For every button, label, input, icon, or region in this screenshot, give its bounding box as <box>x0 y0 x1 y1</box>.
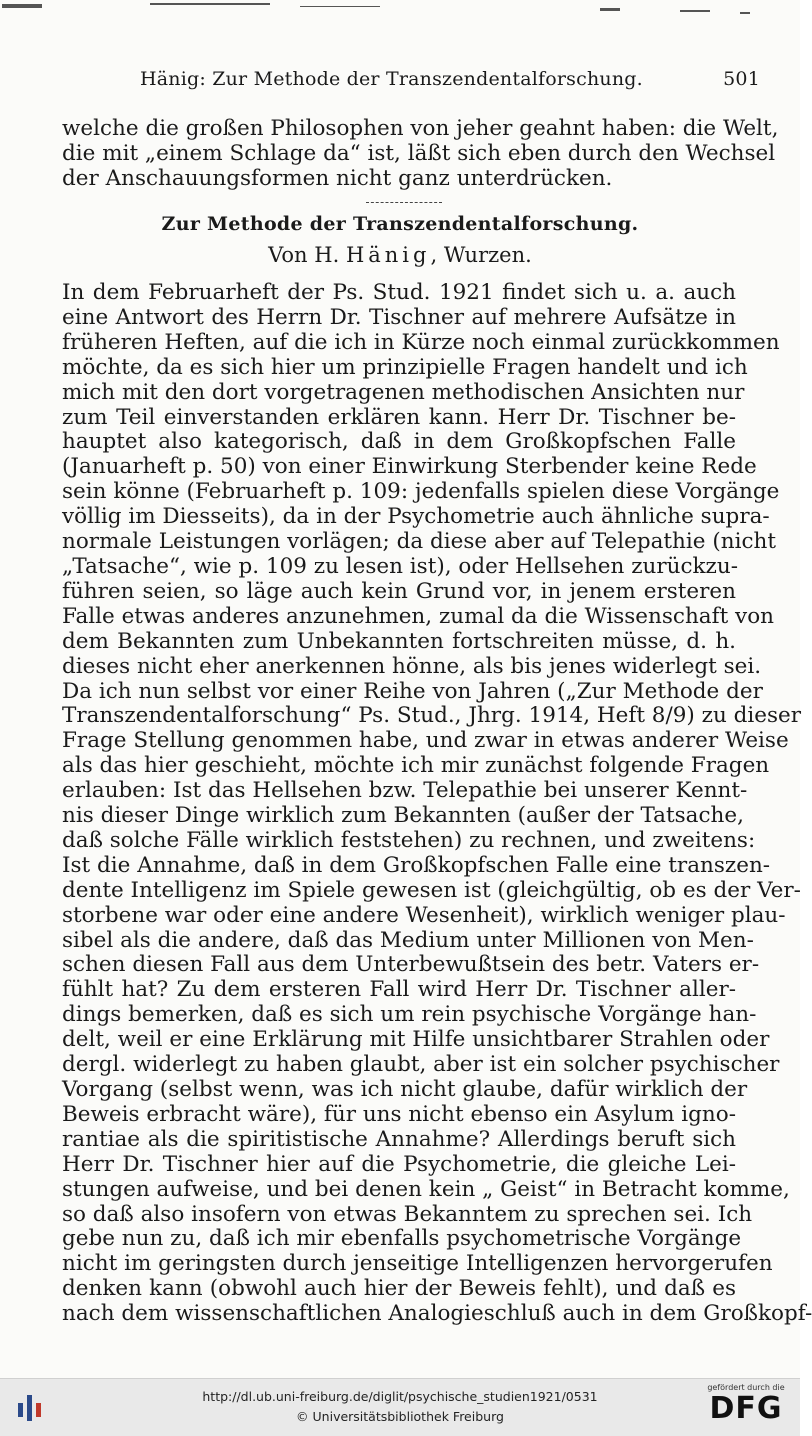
document-url[interactable]: http://dl.ub.uni-freiburg.de/diglit/psychische_studien1921/0531 <box>202 1389 598 1404</box>
dfg-logo <box>702 1383 790 1426</box>
text-line: sein könne (Februarheft p. 109: jedenfalls spielen diese Vorgänge <box>62 479 780 505</box>
byline-author: Hänig <box>345 243 431 267</box>
text-line: führen seien, so läge auch kein Grund vor, in jenem ersteren <box>62 578 736 604</box>
running-title: Hänig: Zur Methode der Transzendentalforschung. <box>140 68 643 90</box>
text-line: mich mit den dort vorgetragenen methodischen Ansichten nur <box>62 379 745 405</box>
text-line: völlig im Diesseits), da in der Psychometrie auch ähnliche supra- <box>62 504 770 530</box>
viewer-footer <box>0 1378 800 1436</box>
running-header <box>140 68 760 90</box>
text-line: denken kann (obwohl auch hier der Beweis fehlt), und daß es <box>62 1276 736 1302</box>
text-line: Herr Dr. Tischner hier auf die Psychometrie, die gleiche Lei- <box>62 1151 736 1177</box>
top-paragraph <box>62 116 779 192</box>
text-line: so daß also insofern von etwas Bekanntem zu sprechen sei. Ich <box>62 1201 753 1227</box>
text-line: stungen aufweise, und bei denen kein „ Geist“ in Betracht komme, <box>62 1176 790 1202</box>
text-line: nach dem wissenschaftlichen Analogieschluß auch in dem Großkopf- <box>62 1301 812 1327</box>
text-line: Da ich nun selbst vor einer Reihe von Jahren („Zur Methode der <box>62 678 763 704</box>
text-line: schen diesen Fall aus dem Unterbewußtsein des betr. Vaters er- <box>62 952 760 978</box>
text-line: Beweis erbracht wäre), für uns nicht ebenso ein Asylum igno- <box>62 1101 736 1127</box>
text-line: dergl. widerlegt zu haben glaubt, aber ist ein solcher psychischer <box>62 1052 780 1078</box>
text-line: sibel als die andere, daß das Medium unter Millionen von Men- <box>62 927 754 953</box>
byline <box>0 243 800 267</box>
text-line: früheren Heften, auf die ich in Kürze noch einmal zurückkommen <box>62 329 780 355</box>
text-line: die mit „einem Schlage da“ ist, läßt sich eben durch den Wechsel <box>62 140 776 166</box>
text-line: nicht im geringsten durch jenseitige Intelligenzen hervorgerufen <box>62 1251 773 1277</box>
dfg-logo-text: DFG <box>709 1391 783 1426</box>
text-line: dieses nicht eher anerkennen hönne, als bis jenes widerlegt sei. <box>62 653 762 679</box>
text-line: erlauben: Ist das Hellsehen bzw. Telepathie bei unserer Kennt- <box>62 778 748 804</box>
text-line: zum Teil einverstanden erklären kann. Herr Dr. Tischner be- <box>62 404 736 430</box>
article-title: Zur Methode der Transzendentalforschung. <box>161 213 639 235</box>
text-line: der Anschauungsformen nicht ganz unterdrücken. <box>62 165 613 191</box>
text-line: „Tatsache“, wie p. 109 zu lesen ist), oder Hellsehen zurückzu- <box>62 553 739 579</box>
text-line: fühlt hat? Zu dem ersteren Fall wird Herr Dr. Tischner aller- <box>62 977 736 1003</box>
text-line: dem Bekannten zum Unbekannten fortschreiten müsse, d. h. <box>62 628 736 654</box>
text-line: Ist die Annahme, daß in dem Großkopfschen Falle eine transzen- <box>62 852 771 878</box>
text-line: eine Antwort des Herrn Dr. Tischner auf mehrere Aufsätze in <box>62 304 736 330</box>
text-line: dente Intelligenz im Spiele gewesen ist (gleichgültig, ob es der Ver- <box>62 877 801 903</box>
text-line: daß solche Fälle wirklich feststehen) zu rechnen, und zweitens: <box>62 827 756 853</box>
text-line: nis dieser Dinge wirklich zum Bekannten (außer der Tatsache, <box>62 803 744 829</box>
text-line: hauptet also kategorisch, daß in dem Großkopfschen Falle <box>62 429 736 455</box>
text-line: Falle etwas anderes anzunehmen, zumal da die Wissenschaft von <box>62 603 774 629</box>
copyright-notice: © Universitätsbibliothek Freiburg <box>296 1409 504 1424</box>
text-line: In dem Februarheft der Ps. Stud. 1921 findet sich u. a. auch <box>62 280 736 305</box>
text-line: als das hier geschieht, möchte ich mir zunächst folgende Fragen <box>62 753 770 779</box>
text-line: Transzendentalforschung“ Ps. Stud., Jhrg. 1914, Heft 8/9) zu dieser <box>62 703 802 729</box>
text-line: dings bemerken, daß es sich um rein psychische Vorgänge han- <box>62 1002 757 1028</box>
text-line: Vorgang (selbst wenn, was ich nicht glaube, dafür wirklich der <box>62 1077 748 1102</box>
text-line: möchte, da es sich hier um prinzipielle Fragen handelt und ich <box>62 354 748 380</box>
text-line: delt, weil er eine Erklärung mit Hilfe unsichtbarer Strahlen oder <box>62 1027 770 1053</box>
byline-place: , Wurzen. <box>430 243 532 267</box>
section-divider <box>366 202 442 205</box>
article-body <box>62 280 812 1327</box>
text-line: rantiae als die spiritistische Annahme? Allerdings beruft sich <box>62 1126 736 1152</box>
text-line: gebe nun zu, daß ich mir ebenfalls psychometrische Vorgänge <box>62 1226 742 1252</box>
text-line: welche die großen Philosophen von jeher geahnt haben: die Welt, <box>62 116 779 141</box>
dfg-caption: gefördert durch die <box>707 1383 785 1392</box>
text-line: (Januarheft p. 50) von einer Einwirkung Sterbender keine Rede <box>62 454 757 480</box>
text-line: storbene war oder eine andere Wesenheit), wirklich weniger plau- <box>62 902 786 928</box>
text-line: Frage Stellung genommen habe, und zwar in etwas anderer Weise <box>62 728 789 754</box>
scan-edge-artifacts <box>0 0 800 22</box>
page-number: 501 <box>723 68 760 90</box>
text-line: normale Leistungen vorlägen; da diese aber auf Telepathie (nicht <box>62 529 776 555</box>
byline-prefix: Von H. <box>268 243 340 267</box>
